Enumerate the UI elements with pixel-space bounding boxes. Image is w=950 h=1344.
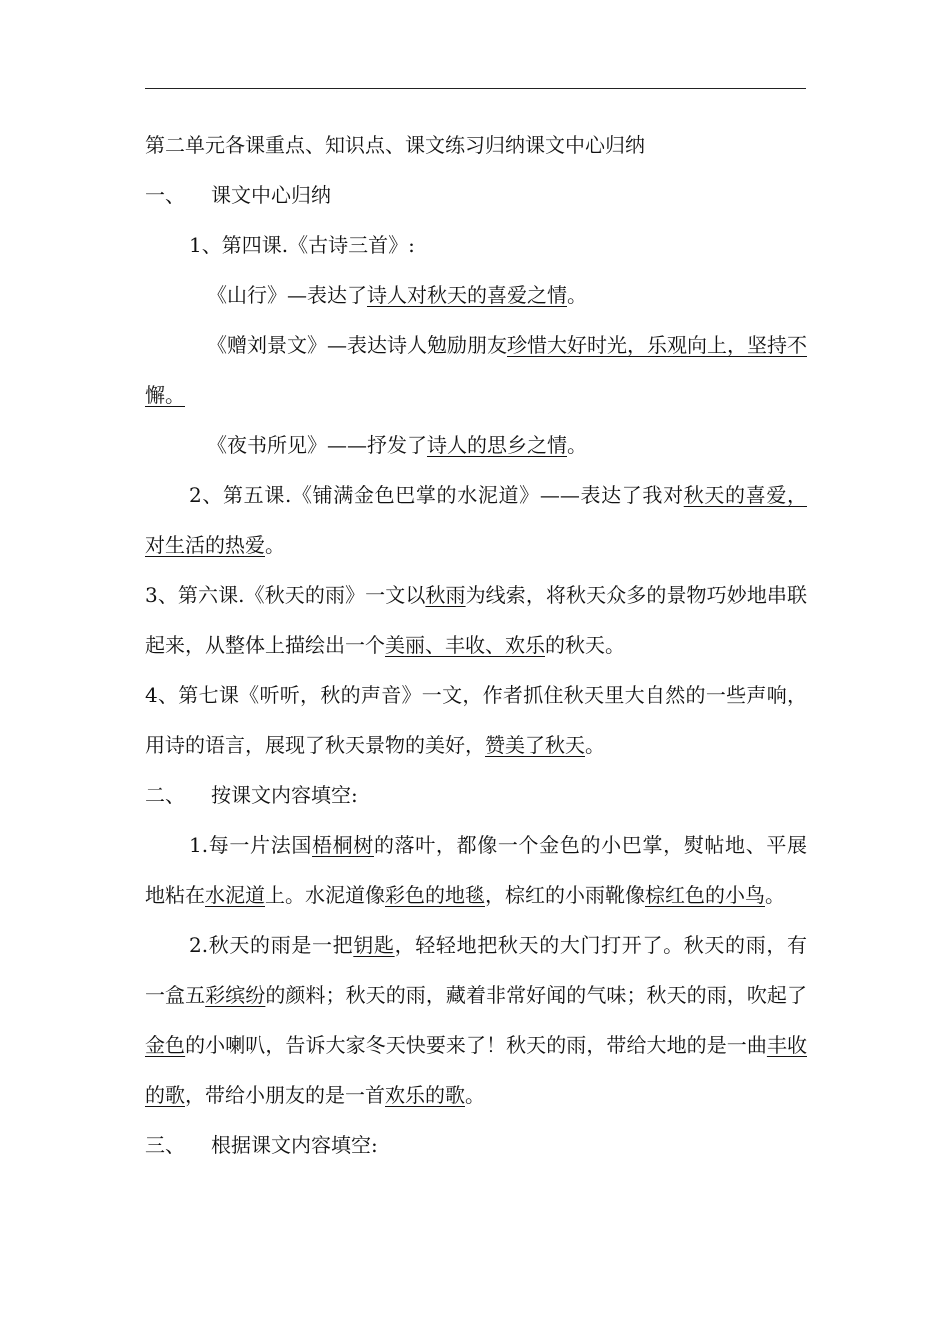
text: 的小喇叭，告诉大家冬天快要来了！秋天的雨，带给大地的是一曲 <box>185 1033 767 1057</box>
blank-answer: 赞美了秋天 <box>485 733 585 757</box>
text: 。 <box>585 733 605 757</box>
lesson6-summary <box>145 570 807 670</box>
lesson5-summary <box>145 470 807 570</box>
text: ，轻轻地把秋天的大门打开了。秋天的雨，有一盒五 <box>145 933 808 1007</box>
text: 。 <box>265 533 285 557</box>
text: 。 <box>567 283 587 307</box>
lesson7-summary <box>145 670 807 770</box>
text: ，带给小朋友的是一首 <box>185 1083 385 1107</box>
document-title: 第二单元各课重点、知识点、课文练习归纳课文中心归纳 <box>145 133 645 157</box>
blank-answer: 诗人的思乡之情 <box>427 433 567 457</box>
blank-answer: 秋雨 <box>425 583 466 607</box>
section-title: 课文中心归纳 <box>211 183 331 207</box>
section-title: 按课文内容填空: <box>211 783 358 807</box>
text: 的颜料；秋天的雨，藏着非常好闻的气味；秋天的雨，吹起了 <box>265 983 807 1007</box>
poem-yeshusuojian <box>145 420 807 470</box>
text: 2、第五课.《铺满金色巴掌的水泥道》——表达了我对 <box>189 483 684 507</box>
section-title: 根据课文内容填空: <box>211 1133 378 1157</box>
blank-answer: 金色 <box>145 1033 186 1057</box>
text: 。 <box>567 433 587 457</box>
text: 《山行》—表达了 <box>207 283 367 307</box>
text: 3、第六课.《秋天的雨》一文以 <box>145 583 426 607</box>
text: 。 <box>765 883 785 907</box>
section-heading-3 <box>145 1120 807 1170</box>
section-heading-2 <box>145 770 807 820</box>
text: 2.秋天的雨是一把 <box>189 933 354 957</box>
blank-answer: 彩色的地毯 <box>385 883 485 907</box>
blank-answer: 水泥道 <box>205 883 265 907</box>
blank-answer: 珍惜大好时光，乐观向上，坚持不懈。 <box>145 333 807 407</box>
blank-answer: 钥匙 <box>353 933 395 957</box>
section-number: 一、 <box>145 183 185 207</box>
text: 上。水泥道像 <box>265 883 385 907</box>
blank-answer: 欢乐的歌 <box>385 1083 465 1107</box>
text: 。 <box>465 1083 485 1107</box>
blank-answer: 棕红色的小鸟 <box>645 883 765 907</box>
text: 《赠刘景文》—表达诗人勉励朋友 <box>207 333 507 357</box>
section-number: 二、 <box>145 783 185 807</box>
blank-answer: 梧桐树 <box>312 833 374 857</box>
text: 的落叶，都像一个金色的小巴掌，熨帖地、平展地粘在 <box>145 833 808 907</box>
poem-zengliujingwen <box>145 320 807 420</box>
text: 为线索，将秋天众多的景物巧妙地串联起来，从整体上描绘出一个 <box>145 583 808 657</box>
text: ，棕红的小雨靴像 <box>485 883 645 907</box>
text: 4、第七课《听听，秋的声音》一文，作者抓住秋天里大自然的一些声响，用诗的语言，展现了秋天景物的美好， <box>145 683 807 757</box>
document-body <box>145 120 807 1170</box>
text: 1.每一片法国 <box>189 833 312 857</box>
blank-answer: 秋天的喜爱，对生活的热爱 <box>145 483 807 557</box>
text: 的秋天。 <box>545 633 625 657</box>
poem-shanxing <box>145 270 807 320</box>
blank-answer: 美丽、丰收、欢乐 <box>385 633 545 657</box>
blank-answer: 诗人对秋天的喜爱之情 <box>367 283 567 307</box>
blank-answer: 彩缤纷 <box>205 983 266 1007</box>
header-rule <box>145 88 806 89</box>
blank-answer: 丰收的歌 <box>145 1033 807 1107</box>
section-number: 三、 <box>145 1133 185 1157</box>
fill-exercise-2 <box>145 920 807 1120</box>
lesson4-heading: 1、第四课.《古诗三首》: <box>189 233 415 257</box>
text: 《夜书所见》——抒发了 <box>207 433 427 457</box>
section-heading-1 <box>145 170 807 220</box>
fill-exercise-1 <box>145 820 807 920</box>
